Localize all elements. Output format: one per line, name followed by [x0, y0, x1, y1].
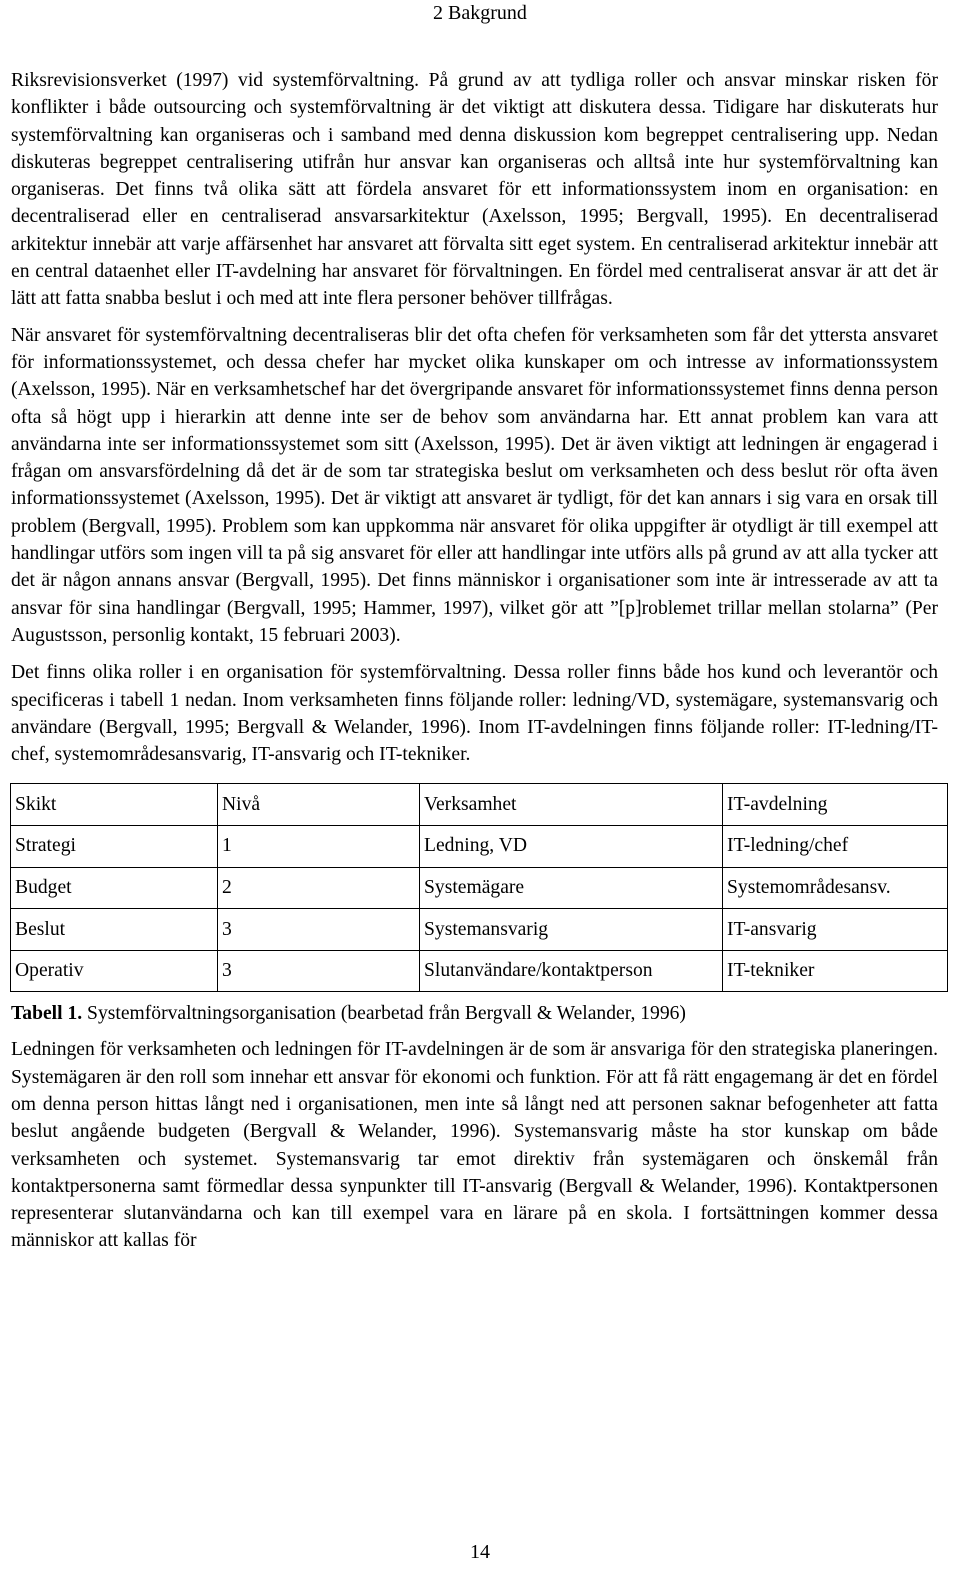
table-header-cell: Skikt — [11, 784, 218, 826]
paragraph-roles-intro: Det finns olika roller i en organisation för systemförvaltning. Dessa roller finns både hos kund och leverantör och specificeras i tabell 1 nedan. Inom verksamheten finns följande roller: ledning/VD, systemägare, systemansvarig och användare (Bergvall, 1995; Bergvall & Welander, 1996). Inom IT-avdelningen finns följande roller: IT-ledning/IT-chef, systemområdesansvarig, IT-ansvarig och IT-tekniker. — [11, 662, 938, 766]
table-cell: 1 — [218, 826, 420, 868]
table-caption-label: Tabell 1. — [11, 1003, 83, 1025]
table-cell: Budget — [11, 867, 218, 909]
table-cell: IT-tekniker — [723, 950, 948, 992]
table-cell: Strategi — [11, 826, 218, 868]
table-cell: Systemansvarig — [420, 909, 723, 951]
table-cell: IT-ansvarig — [723, 909, 948, 951]
table-header-row — [11, 784, 948, 826]
table-row — [11, 909, 948, 951]
table-cell: 2 — [218, 867, 420, 909]
table-cell: IT-ledning/chef — [723, 826, 948, 868]
table-cell: 3 — [218, 909, 420, 951]
table-row — [11, 826, 948, 868]
table-header-cell: Nivå — [218, 784, 420, 826]
table-cell: 3 — [218, 950, 420, 992]
table-row — [11, 867, 948, 909]
page-number: 14 — [470, 1541, 490, 1563]
roles-table — [10, 783, 948, 992]
table-cell: Slutanvändare/kontaktperson — [420, 950, 723, 992]
document-body — [11, 67, 938, 1255]
table-row — [11, 950, 948, 992]
running-header: 2 Bakgrund — [433, 2, 527, 24]
table-header-cell: IT-avdelning — [723, 784, 948, 826]
paragraph-decentralized-responsibility: När ansvaret för systemförvaltning decentraliseras blir det ofta chefen för verksamheten som får det yttersta ansvaret för informationssystemet, och dessa chefer har mycket olika kunskaper om och intresse av informationssystem (Axelsson, 1995). När en verksamhetschef har det övergripande ansvaret för informationssystemet finns denna person ofta så högt upp i hierarkin att denne inte ser de behov som användarna har. Ett annat problem kan vara att användarna inte ser informationssystemet som sitt (Axelsson, 1995). Det är även viktigt att ledningen är engagerad i frågan om ansvarsfördelning då det är de som tar strategiska beslut om verksamheten och dess beslut rör ofta även informationssystemet (Axelsson, 1995). Det är viktigt att ansvaret är tydligt, för det kan annars i sig vara en orsak till problem (Bergvall, 1995). Problem som kan uppkomma när ansvaret för olika uppgifter är otydligt är till exempel att handlingar utförs som ingen vill ta på sig ansvaret för eller att handlingar inte utförs alls på grund av att alla tycker att det är någon annans ansvar (Bergvall, 1995). Det finns människor i organisationer som inte är intresserade av att ta ansvar för sina handlingar (Bergvall, 1995; Hammer, 1997), vilket gör att ”[p]roblemet trillar mellan stolarna” (Per Augustsson, personlig kontakt, 15 februari 2003). — [11, 324, 938, 646]
table-cell: Systemägare — [420, 867, 723, 909]
table-header-cell: Verksamhet — [420, 784, 723, 826]
paragraph-role-descriptions: Ledningen för verksamheten och ledningen för IT-avdelningen är de som är ansvariga för den strategiska planeringen. Systemägaren är den roll som innehar ett ansvar för ekonomi och funktion. För att få rätt engagemang är det en fördel om denna person hittas långt ned i organisationen, men inte så långt ned att personen saknar befogenheter att fatta beslut angående budgeten (Bergvall & Welander, 1996). Systemansvarig måste ha stor kunskap om både verksamheten och systemet. Systemansvarig tar emot direktiv från systemägaren och önskemål från kontaktpersonerna samt förmedlar dessa synpunkter till IT-ansvarig (Bergvall & Welander, 1996). Kontaktpersonen representerar slutanvändarna och kan till exempel vara en lärare på en skola. I fortsättningen kommer dessa människor att kallas för — [11, 1039, 938, 1252]
paragraph-responsibility-architecture: Riksrevisionsverket (1997) vid systemförvaltning. På grund av att tydliga roller och ansvar minskar risken för konflikter i både outsourcing och systemförvaltning är det viktigt att diskutera dessa. Tidigare har diskuterats hur systemförvaltning kan organiseras och i samband med denna diskussion kom begreppet centralisering upp. Nedan diskuteras begreppet centralisering utifrån hur ansvar kan organiseras och alltså inte hur systemförvaltning kan organiseras. Det finns två olika sätt att fördela ansvaret för ett informationssystem inom en organisation: en decentraliserad eller en centraliserad ansvarsarkitektur (Axelsson, 1995; Bergvall, 1995). En decentraliserad arkitektur innebär att varje affärsenhet har ansvaret att förvalta sitt eget system. En centraliserad arkitektur innebär att en central dataenhet eller IT-avdelning har ansvaret för förvaltningen. En fördel med centraliserat ansvar är att det är lätt att fatta snabba beslut i och med att inte flera personer behöver tillfrågas. — [11, 70, 938, 310]
table-caption-text: Systemförvaltningsorganisation (bearbetad från Bergvall & Welander, 1996) — [82, 1003, 686, 1025]
table-caption — [11, 1000, 938, 1027]
table-cell: Beslut — [11, 909, 218, 951]
table-cell: Operativ — [11, 950, 218, 992]
table-cell: Systemområdesansv. — [723, 867, 948, 909]
table-cell: Ledning, VD — [420, 826, 723, 868]
